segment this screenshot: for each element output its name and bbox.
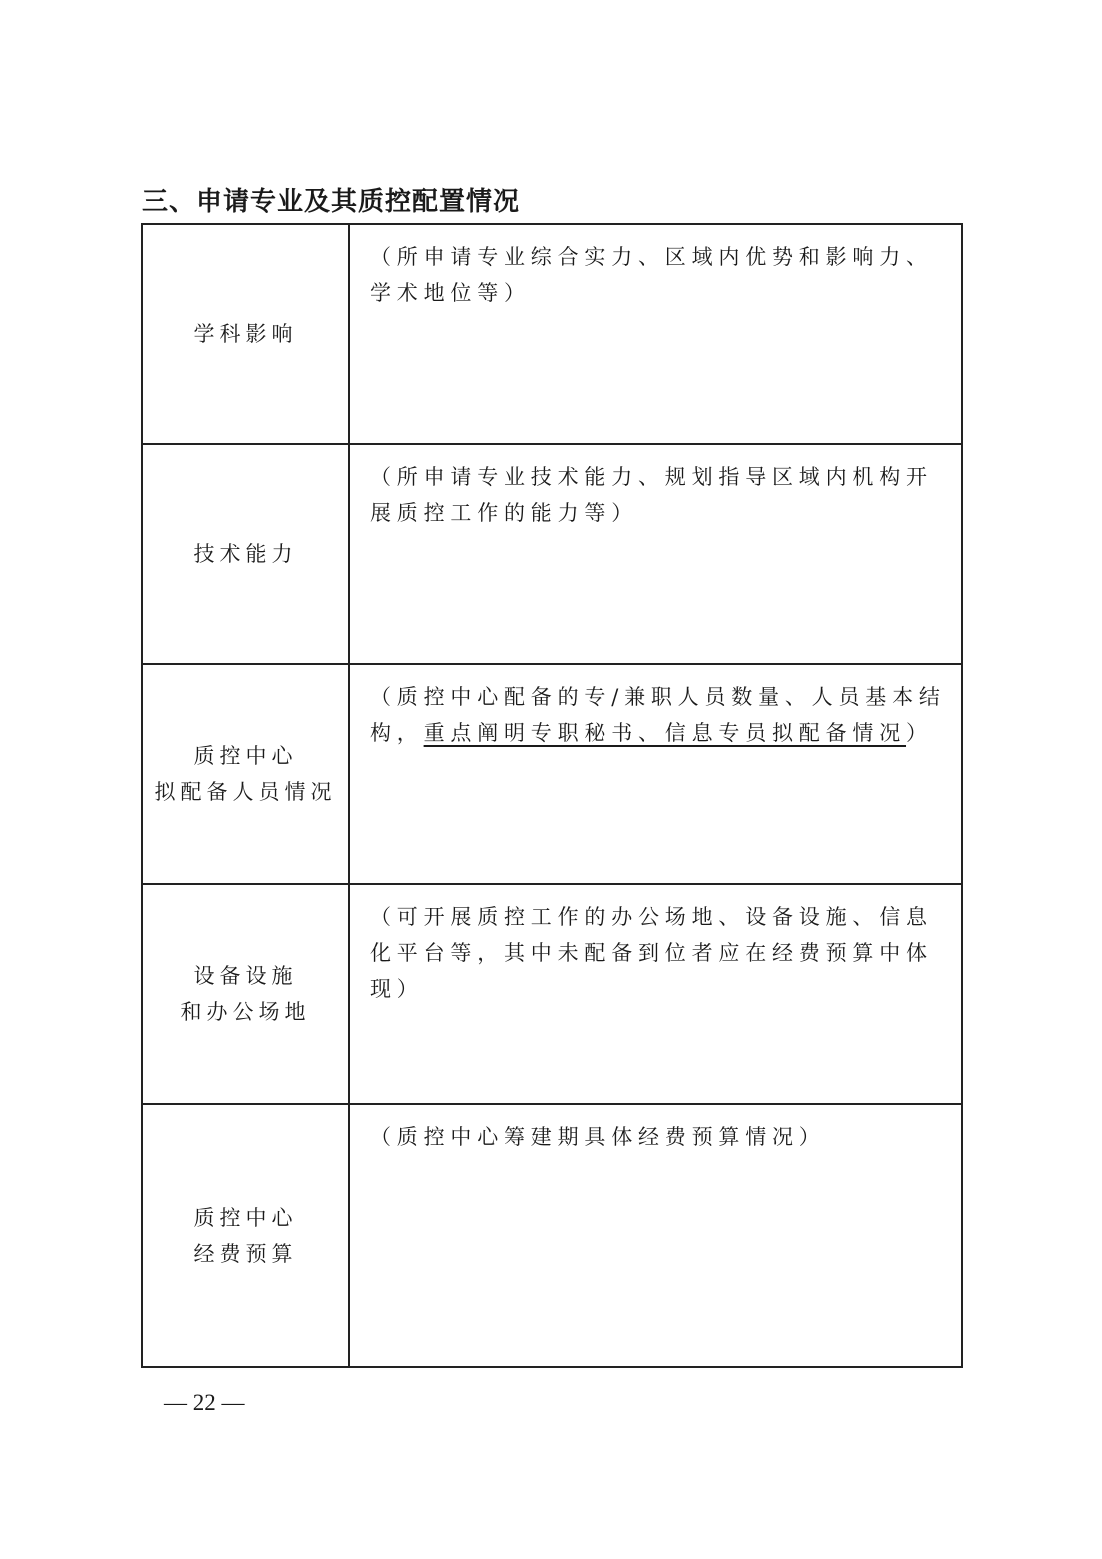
- row-label-text: 学科影响: [193, 322, 298, 346]
- row-label-discipline-influence: [142, 224, 349, 444]
- row-label-text: 质控中心: [193, 744, 298, 768]
- row-label-budget: [142, 1104, 349, 1367]
- configuration-table: [141, 223, 963, 1368]
- row-content-hint: （质控中心配备的专/兼职人员数量、人员基本结构，: [370, 685, 946, 745]
- row-label-staffing-plan: [142, 664, 349, 884]
- row-content-hint: （质控中心筹建期具体经费预算情况）: [370, 1125, 826, 1149]
- row-label-technical-capability: [142, 444, 349, 664]
- section-heading: 三、申请专业及其质控配置情况: [142, 187, 521, 217]
- row-label-text: 技术能力: [193, 542, 298, 566]
- row-label-text: 质控中心: [193, 1205, 298, 1230]
- row-label-text: 拟配备人员情况: [154, 780, 337, 804]
- row-label-text: 和办公场地: [180, 1000, 311, 1024]
- row-label-facilities-office: [142, 884, 349, 1104]
- row-label-text: 设备设施: [193, 964, 298, 988]
- row-content-hint-end: ）: [906, 721, 933, 745]
- row-content-hint: （所申请专业综合实力、区域内优势和影响力、学术地位等）: [370, 245, 933, 305]
- row-content-staffing-plan[interactable]: [349, 664, 962, 884]
- row-content-discipline-influence[interactable]: [349, 224, 962, 444]
- page-number: — 22 —: [164, 1390, 245, 1415]
- row-content-hint: （可开展质控工作的办公场地、设备设施、信息化平台等，其中未配备到位者应在经费预算中体现）: [370, 905, 933, 1001]
- table-row-facilities-office: [142, 884, 962, 1104]
- table-row-staffing-plan: [142, 664, 962, 884]
- table-row-budget: [142, 1104, 962, 1367]
- row-content-technical-capability[interactable]: [349, 444, 962, 664]
- row-content-hint: （所申请专业技术能力、规划指导区域内机构开展质控工作的能力等）: [370, 465, 933, 525]
- table-row-technical-capability: [142, 444, 962, 664]
- row-content-budget[interactable]: [349, 1104, 962, 1367]
- row-label-text: 经费预算: [193, 1241, 298, 1266]
- row-content-facilities-office[interactable]: [349, 884, 962, 1104]
- row-content-emphasis: 重点阐明专职秘书、信息专员拟配备情况: [423, 721, 907, 745]
- table-row-discipline-influence: [142, 224, 962, 444]
